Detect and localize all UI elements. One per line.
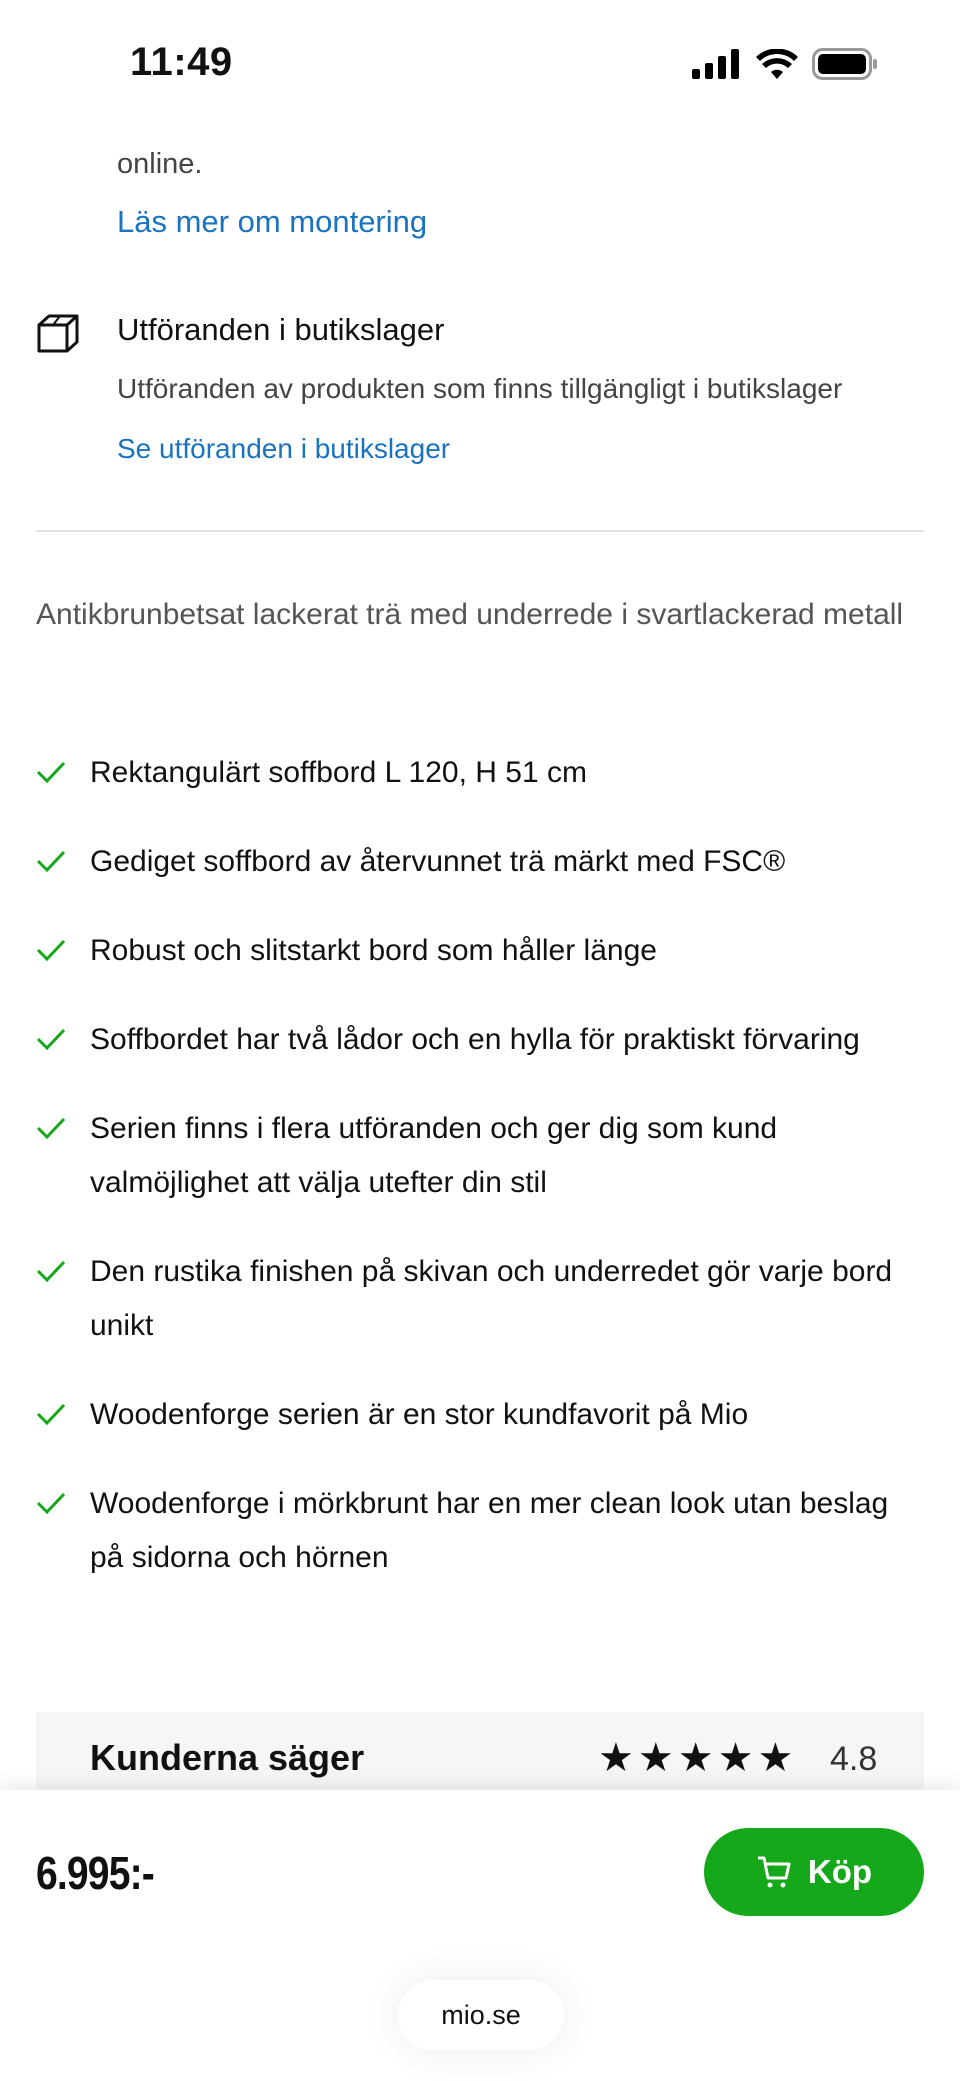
check-icon xyxy=(36,1477,90,1585)
feature-item xyxy=(36,924,916,978)
signal-icon xyxy=(692,49,742,79)
rating-value: 4.8 xyxy=(830,1740,878,1778)
feature-item xyxy=(36,1245,916,1353)
status-time: 11:49 xyxy=(130,40,233,84)
feature-item xyxy=(36,1388,916,1442)
star-icon: ★ xyxy=(637,1736,674,1780)
feature-text: Rektangulärt soffbord L 120, H 51 cm xyxy=(90,756,587,789)
store-variants-title: Utföranden i butikslager xyxy=(117,312,445,347)
check-icon xyxy=(36,1102,90,1210)
feature-item xyxy=(36,746,916,800)
feature-item xyxy=(36,1477,916,1585)
check-icon xyxy=(36,1388,90,1442)
divider xyxy=(36,530,924,532)
star-icon: ★ xyxy=(598,1736,634,1780)
check-icon xyxy=(36,835,90,889)
url-bar[interactable] xyxy=(398,1980,564,2050)
wifi-icon xyxy=(756,49,798,79)
assembly-text: online. xyxy=(117,148,203,180)
feature-item xyxy=(36,1102,916,1210)
check-icon xyxy=(36,1245,90,1353)
feature-text: Robust och slitstarkt bord som håller länge xyxy=(90,934,657,967)
product-description: Antikbrunbetsat lackerat trä med underrede i svartlackerad metall xyxy=(36,598,904,631)
store-variants-link[interactable]: Se utföranden i butikslager xyxy=(117,433,451,464)
feature-text: Den rustika finishen på skivan och underredet gör varje bord unikt xyxy=(90,1255,893,1342)
rating-stars xyxy=(598,1736,793,1780)
feature-list xyxy=(36,746,916,1620)
star-icon: ★ xyxy=(717,1736,754,1780)
cart-icon xyxy=(756,1854,792,1890)
feature-item xyxy=(36,1013,916,1067)
feature-text: Soffbordet har två lådor och en hylla för praktiskt förvaring xyxy=(90,1023,860,1056)
buy-button[interactable] xyxy=(704,1828,924,1916)
store-variants-subtitle: Utföranden av produkten som finns tillgängligt i butikslager xyxy=(117,373,843,404)
feature-text: Gediget soffbord av återvunnet trä märkt med FSC® xyxy=(90,845,786,878)
battery-icon xyxy=(812,48,878,80)
price: 6.995:- xyxy=(36,1847,154,1899)
check-icon xyxy=(36,746,90,800)
feature-text: Serien finns i flera utföranden och ger dig som kund valmöjlighet att välja utefter din stil xyxy=(90,1112,778,1199)
feature-text: Woodenforge serien är en stor kundfavorit på Mio xyxy=(90,1398,749,1431)
url-text: mio.se xyxy=(441,1999,521,2030)
star-icon: ★ xyxy=(677,1736,714,1780)
assembly-link[interactable]: Läs mer om montering xyxy=(117,204,428,239)
buy-label: Köp xyxy=(807,1853,873,1890)
check-icon xyxy=(36,1013,90,1067)
star-icon: ★ xyxy=(757,1736,794,1780)
feature-item xyxy=(36,835,916,889)
reviews-title: Kunderna säger xyxy=(90,1737,365,1778)
status-icons xyxy=(692,48,878,80)
check-icon xyxy=(36,924,90,978)
box-icon xyxy=(36,313,80,353)
feature-text: Woodenforge i mörkbrunt har en mer clean look utan beslag på sidorna och hörnen xyxy=(90,1487,889,1574)
